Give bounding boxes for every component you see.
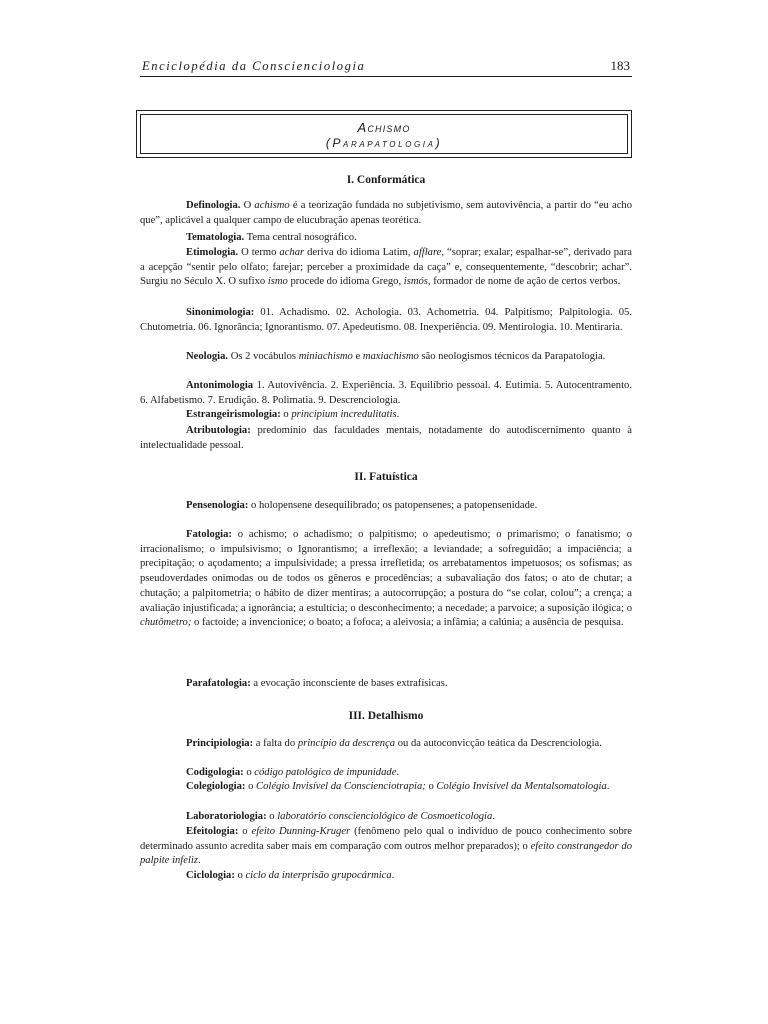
text: é a teorização fundada no subjetivismo, sem autovivência, a partir do “eu acho que”, aplicável a qualquer campo de elucubração apenas teorética. [140, 200, 632, 226]
paragraph-parafatologia [140, 677, 632, 692]
text: 1. Autovivência. 2. Experiência. 3. Equilíbrio pessoal. 4. Eutimia. 5. Autocentramento. 6. Alfabetismo. 7. Erudição. 8. Polimatia. 9. Descrenciologia. [140, 380, 632, 406]
text: o [266, 811, 278, 822]
paragraph-pensenologia [140, 499, 632, 514]
paragraph-fatologia [140, 528, 632, 631]
text: predomínio das faculdades mentais, notadamente do autodiscernimento quanto à intelectualidade pessoal. [140, 425, 632, 451]
text: procede do idioma Grego, [287, 276, 404, 288]
text: princípio da descrença [297, 738, 396, 749]
text: ciclo da interprisão grupocármica [245, 870, 392, 881]
text: ismo [267, 276, 288, 288]
text: Colégio Invisível da Mentalsomatologia [436, 781, 607, 792]
label-ciclologia: Ciclologia: [186, 870, 235, 881]
paragraph-sinonimologia [140, 306, 632, 335]
text: miniachismo [298, 351, 353, 362]
text: a evocação inconsciente de bases extrafísicas. [250, 678, 448, 689]
text: são neologismos técnicos da Parapatologia. [418, 351, 606, 362]
section-heading-fatuistica: II. Fatuística [354, 471, 418, 483]
running-head-rule [140, 76, 632, 77]
paragraph-etimologia [140, 246, 632, 290]
label-codigologia: Codigologia: [186, 767, 244, 778]
text: o [280, 409, 292, 420]
entry-title-box [136, 110, 632, 158]
label-definologia: Definologia. [186, 200, 241, 211]
label-principiologia: Principiologia: [186, 738, 254, 749]
text: ou da autoconvicção teática da Descrenciologia. [395, 738, 602, 749]
label-colegiologia: Colegiologia: [186, 781, 246, 792]
text: . [606, 781, 610, 792]
text: . [396, 409, 400, 420]
text: formador de nome de ação de certos verbos. [430, 276, 621, 288]
text: chutômetro; [140, 617, 192, 629]
section-heading-conformatica: I. Conformática [346, 174, 426, 186]
label-efeitologia: Efeitologia: [186, 826, 239, 837]
section-heading-detalhismo: III. Detalhismo [348, 710, 424, 722]
text: efeito constrangedor do palpite infeliz [140, 840, 632, 867]
text: achar [279, 247, 305, 258]
text: O [240, 200, 255, 211]
entry-title: Achismo [357, 120, 411, 135]
text: . [396, 767, 400, 778]
text: (fenômeno pelo qual o indivíduo de pouco conhecimento sobre determinado assunto acredita saber mais em comparação com outros melhor preparados); o [140, 826, 632, 852]
text: O termo [238, 247, 280, 258]
paragraph-ciclologia [140, 869, 632, 884]
entry-specialty: (Parapatologia) [325, 136, 443, 150]
paragraph-colegiologia [140, 780, 632, 795]
label-laboratoriologia: Laboratoriologia: [186, 811, 267, 822]
paragraph-laboratoriologia [140, 810, 632, 825]
text: . [492, 811, 495, 822]
text: o [238, 826, 252, 837]
text: . [391, 870, 395, 881]
label-atributologia: Atributologia: [186, 425, 251, 436]
paragraph-definologia [140, 199, 632, 228]
text: o [245, 781, 257, 792]
label-tematologia: Tematologia. [186, 232, 245, 243]
page-number: 183 [610, 58, 630, 73]
text: ismós, [403, 276, 431, 288]
label-estrangeirismologia: Estrangeirismologia: [186, 409, 281, 420]
text: achismo [254, 200, 290, 211]
text: maxiachismo [362, 351, 419, 362]
text: Os 2 vocábulos [228, 351, 299, 362]
text: deriva do idioma Latim, [304, 247, 414, 258]
paragraph-neologia [140, 350, 632, 365]
text: o achismo; o achadismo; o palpitismo; o apedeutismo; o primarismo; o fanatismo; o irracionalismo; o impulsivismo; o Ignorantismo; a irreflexão; a leviandade; a sofreguidão; a impaciência; a precipitação; o açodamento; a impulsividade; a pressa irrefletida; os arrebatamentos impetuosos; os sofismas; as pseudoverdades onimodas ou de todos os gêneros e procedências; a subavaliação dos fatos; o ato de chutar; a chutação; a palpitometria; o hábito de dizer mentiras; a autocorrupção; a postura do “se colar, colou”; a crença; a avaliação injustificada; a ignorância; a estultícia; o desconhecimento; a necedade; a parvoice; a suposição ilógica; o [140, 529, 632, 614]
paragraph-tematologia [140, 231, 632, 246]
paragraph-codigologia [140, 766, 632, 781]
text: e [352, 351, 363, 362]
entry-title-inner-frame [140, 114, 628, 154]
text: o holopensene desequilibrado; os patopensenes; a patopensenidade. [248, 500, 538, 511]
text: o [234, 870, 246, 881]
paragraph-atributologia [140, 424, 632, 453]
text: a falta do [253, 738, 298, 749]
text: Tema central nosográfico. [244, 232, 357, 243]
paragraph-efeitologia [140, 825, 632, 869]
text: o factoide; a invencionice; o boato; a fofoca; a aleivosia; a infâmia; a calúnia; a ausência de pesquisa. [191, 617, 624, 629]
text: . [197, 855, 201, 867]
text: código patológico de impunidade [254, 767, 397, 778]
label-pensenologia: Pensenologia: [186, 500, 249, 511]
paragraph-antonimologia [140, 379, 632, 408]
text: “soprar; exalar; espalhar-se”, derivado para a acepção “sentir pelo olfato; farejar; perceber a proximidade da caça” e, consequentemente, “descobrir; achar”. Surgiu no Século X. O sufixo [140, 247, 632, 288]
text: 01. Achadismo. 02. Achologia. 03. Achometria. 04. Palpitismo; Palpitologia. 05. Chutometria. 06. Ignorância; Ignorantismo. 07. Apedeutismo. 08. Inexperiência. 09. Mentirologia. 10. Mentiraria. [140, 307, 632, 333]
label-fatologia: Fatologia: [186, 529, 232, 540]
label-antonimologia: Antonimologia [186, 380, 254, 391]
paragraph-principiologia [140, 737, 632, 752]
label-parafatologia: Parafatologia: [186, 678, 251, 689]
text: afflare, [413, 247, 445, 258]
text: efeito Dunning-Kruger [251, 826, 351, 837]
label-etimologia: Etimologia. [186, 247, 239, 258]
text: Colégio Invisível da Conscienciotrapia; [256, 781, 426, 792]
running-head-title: Enciclopédia da Conscienciologia [142, 59, 366, 73]
paragraph-estrangeirismologia [140, 408, 632, 423]
text: principium incredulitatis [291, 409, 397, 420]
text: o [425, 781, 437, 792]
text: laboratório conscienciológico de Cosmoeticologia [277, 811, 493, 822]
label-sinonimologia: Sinonimologia: [186, 307, 255, 318]
label-neologia: Neologia. [186, 351, 229, 362]
text: o [243, 767, 255, 778]
running-head [140, 58, 632, 76]
